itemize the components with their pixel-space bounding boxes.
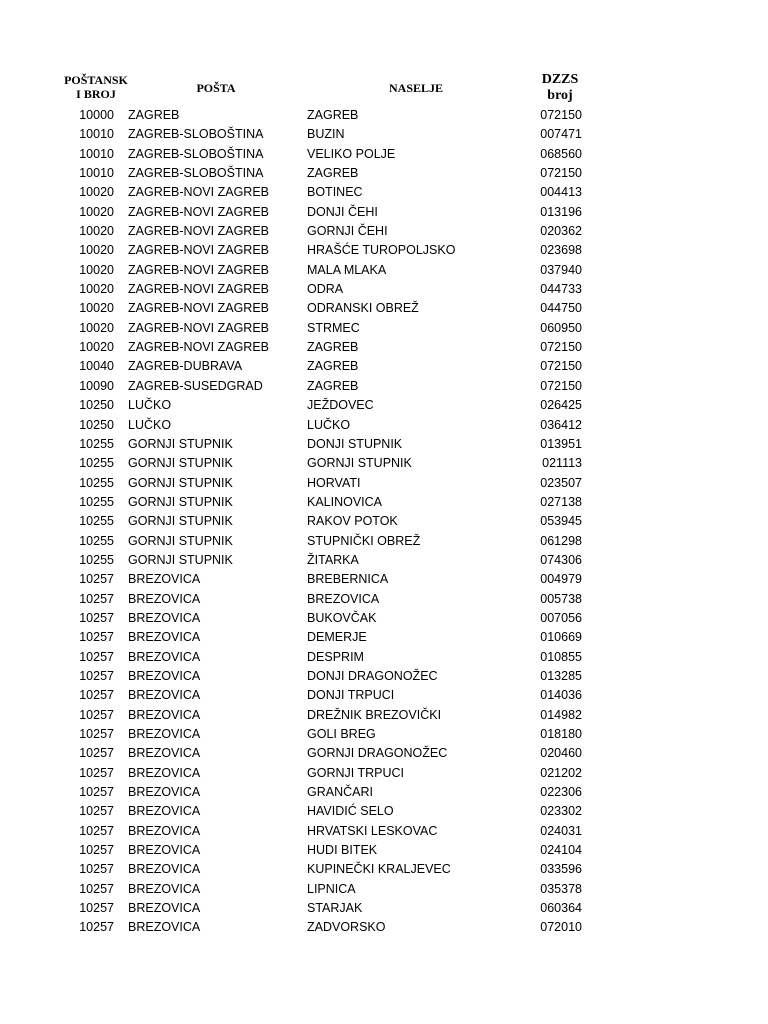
settlement-cell: GORNJI STUPNIK — [307, 456, 412, 471]
settlement-cell: ODRA — [307, 282, 344, 297]
dzzs-number-cell: 004413 — [540, 185, 582, 200]
post-office-cell: ZAGREB-SLOBOŠTINA — [128, 127, 264, 142]
table-row — [0, 474, 768, 493]
post-office-cell: BREZOVICA — [128, 901, 201, 916]
header-postal-line1: POŠTANSK — [64, 73, 128, 87]
settlement-cell: BREZOVICA — [307, 591, 380, 606]
dzzs-number-cell: 020460 — [540, 746, 582, 761]
table-row — [0, 280, 768, 299]
table-row — [0, 512, 768, 531]
dzzs-number-cell: 013951 — [540, 436, 582, 451]
settlement-cell: GORNJI ČEHI — [307, 224, 388, 239]
table-row — [0, 183, 768, 202]
table-row — [0, 164, 768, 183]
table-row — [0, 744, 768, 763]
settlement-cell: ŽITARKA — [307, 552, 359, 567]
post-office-cell: GORNJI STUPNIK — [128, 494, 233, 509]
post-office-cell: BREZOVICA — [128, 785, 201, 800]
post-office-cell: BREZOVICA — [128, 823, 201, 838]
postal-code-cell: 10040 — [79, 359, 114, 374]
postal-code-cell: 10020 — [79, 185, 114, 200]
post-office-cell: GORNJI STUPNIK — [128, 514, 233, 529]
settlement-cell: BOTINEC — [307, 185, 363, 200]
settlement-cell: ZAGREB — [307, 340, 359, 355]
post-office-cell: LUČKO — [128, 398, 172, 413]
post-office-cell: ZAGREB-NOVI ZAGREB — [128, 282, 269, 297]
dzzs-number-cell: 010855 — [540, 649, 582, 664]
postal-code-cell: 10257 — [79, 668, 114, 683]
postal-code-cell: 10257 — [79, 746, 114, 761]
header-postal-number — [58, 73, 134, 101]
dzzs-number-cell: 013285 — [540, 668, 582, 683]
dzzs-number-cell: 026425 — [540, 398, 582, 413]
post-office-cell: BREZOVICA — [128, 843, 201, 858]
post-office-cell: ZAGREB-NOVI ZAGREB — [128, 340, 269, 355]
postal-code-cell: 10010 — [79, 127, 114, 142]
settlement-cell: DONJI DRAGONOŽEC — [307, 668, 438, 683]
settlement-cell: HAVIDIĆ SELO — [307, 804, 394, 819]
post-office-cell: ZAGREB-NOVI ZAGREB — [128, 262, 269, 277]
postal-code-cell: 10257 — [79, 785, 114, 800]
table-row — [0, 125, 768, 144]
table-row — [0, 880, 768, 899]
postal-code-cell: 10020 — [79, 243, 114, 258]
post-office-cell: GORNJI STUPNIK — [128, 475, 233, 490]
postal-code-cell: 10020 — [79, 282, 114, 297]
dzzs-number-cell: 036412 — [540, 417, 582, 432]
post-office-cell: BREZOVICA — [128, 862, 201, 877]
table-row — [0, 299, 768, 318]
postal-code-cell: 10257 — [79, 901, 114, 916]
table-row — [0, 667, 768, 686]
settlement-cell: KUPINEČKI KRALJEVEC — [307, 862, 451, 877]
postal-code-cell: 10257 — [79, 843, 114, 858]
post-office-cell: BREZOVICA — [128, 881, 201, 896]
postal-code-cell: 10257 — [79, 862, 114, 877]
table-row — [0, 532, 768, 551]
post-office-cell: ZAGREB-NOVI ZAGREB — [128, 185, 269, 200]
table-row — [0, 628, 768, 647]
dzzs-number-cell: 035378 — [540, 881, 582, 896]
post-office-cell: ZAGREB-DUBRAVA — [128, 359, 243, 374]
dzzs-number-cell: 072150 — [540, 166, 582, 181]
table-row — [0, 918, 768, 937]
post-office-cell: BREZOVICA — [128, 649, 201, 664]
header-dzzs-line1: DZZS — [541, 72, 579, 87]
postal-code-cell: 10255 — [79, 552, 114, 567]
postal-code-cell: 10020 — [79, 301, 114, 316]
post-office-cell: ZAGREB-NOVI ZAGREB — [128, 301, 269, 316]
table-row — [0, 686, 768, 705]
post-office-cell: BREZOVICA — [128, 572, 201, 587]
post-office-cell: BREZOVICA — [128, 630, 201, 645]
dzzs-number-cell: 060364 — [540, 901, 582, 916]
dzzs-number-cell: 072010 — [540, 920, 582, 935]
post-office-cell: ZAGREB-SLOBOŠTINA — [128, 146, 264, 161]
table-row — [0, 706, 768, 725]
settlement-cell: ZADVORSKO — [307, 920, 386, 935]
postal-code-cell: 10255 — [79, 436, 114, 451]
postal-code-cell: 10255 — [79, 475, 114, 490]
header-naselje: NASELJE — [388, 81, 444, 95]
table-body — [0, 106, 768, 938]
table-row — [0, 377, 768, 396]
post-office-cell: GORNJI STUPNIK — [128, 456, 233, 471]
table-row — [0, 241, 768, 260]
dzzs-number-cell: 021113 — [542, 456, 582, 471]
post-office-cell: GORNJI STUPNIK — [128, 552, 233, 567]
dzzs-number-cell: 072150 — [540, 378, 582, 393]
dzzs-number-cell: 044750 — [540, 301, 582, 316]
table-row — [0, 396, 768, 415]
post-office-cell: BREZOVICA — [128, 707, 201, 722]
dzzs-number-cell: 060950 — [540, 320, 582, 335]
settlement-cell: GRANČARI — [307, 785, 373, 800]
post-office-cell: ZAGREB-NOVI ZAGREB — [128, 224, 269, 239]
settlement-cell: VELIKO POLJE — [307, 146, 396, 161]
post-office-cell: BREZOVICA — [128, 688, 201, 703]
settlement-cell: STRMEC — [307, 320, 360, 335]
dzzs-number-cell: 021202 — [540, 765, 582, 780]
table-row — [0, 145, 768, 164]
postal-code-cell: 10020 — [79, 340, 114, 355]
header-dzzs-number — [520, 72, 600, 104]
header-dzzs-line2: broj — [547, 88, 573, 103]
post-office-cell: ZAGREB — [128, 108, 180, 122]
dzzs-number-cell: 024031 — [540, 823, 582, 838]
table-row — [0, 435, 768, 454]
settlement-cell: ZAGREB — [307, 108, 359, 122]
dzzs-number-cell: 072150 — [540, 108, 582, 122]
settlement-cell: BREBERNICA — [307, 572, 389, 587]
settlement-cell: HUDI BITEK — [307, 843, 378, 858]
dzzs-number-cell: 023507 — [540, 475, 582, 490]
settlement-cell: ODRANSKI OBREŽ — [307, 301, 419, 316]
postal-code-cell: 10257 — [79, 572, 114, 587]
dzzs-number-cell: 005738 — [540, 591, 582, 606]
settlement-cell: STARJAK — [307, 901, 363, 916]
settlement-cell: BUZIN — [307, 127, 345, 142]
dzzs-number-cell: 010669 — [540, 630, 582, 645]
dzzs-number-cell: 061298 — [540, 533, 582, 548]
table-row — [0, 899, 768, 918]
settlement-cell: DEMERJE — [307, 630, 367, 645]
postal-code-cell: 10257 — [79, 630, 114, 645]
settlement-cell: MALA MLAKA — [307, 262, 387, 277]
postal-code-cell: 10010 — [79, 146, 114, 161]
postal-code-cell: 10257 — [79, 804, 114, 819]
post-office-cell: BREZOVICA — [128, 668, 201, 683]
table-row — [0, 764, 768, 783]
postal-code-cell: 10020 — [79, 262, 114, 277]
table-row — [0, 551, 768, 570]
postal-code-cell: 10257 — [79, 727, 114, 741]
table-row — [0, 648, 768, 667]
settlement-cell: HORVATI — [307, 475, 361, 490]
dzzs-number-cell: 018180 — [540, 727, 582, 741]
postal-code-cell: 10257 — [79, 881, 114, 896]
table-row — [0, 802, 768, 821]
settlement-cell: GOLI BREG — [307, 727, 376, 741]
post-office-cell: GORNJI STUPNIK — [128, 533, 233, 548]
postal-code-cell: 10020 — [79, 320, 114, 335]
dzzs-number-cell: 044733 — [540, 282, 582, 297]
table-row — [0, 222, 768, 241]
settlement-cell: STUPNIČKI OBREŽ — [307, 533, 421, 548]
dzzs-number-cell: 020362 — [540, 224, 582, 239]
post-office-cell: ZAGREB-NOVI ZAGREB — [128, 320, 269, 335]
postal-code-cell: 10255 — [79, 514, 114, 529]
table-row — [0, 822, 768, 841]
dzzs-number-cell: 007471 — [540, 127, 582, 142]
dzzs-number-cell: 074306 — [540, 552, 582, 567]
postal-code-cell: 10255 — [79, 533, 114, 548]
settlement-cell: ZAGREB — [307, 378, 359, 393]
settlement-cell: HRVATSKI LESKOVAC — [307, 823, 438, 838]
postal-code-cell: 10257 — [79, 765, 114, 780]
table-row — [0, 725, 768, 744]
post-office-cell: BREZOVICA — [128, 727, 201, 741]
table-row — [0, 319, 768, 338]
dzzs-number-cell: 004979 — [540, 572, 582, 587]
postal-code-cell: 10020 — [79, 224, 114, 239]
post-office-cell: LUČKO — [128, 417, 172, 432]
postal-code-cell: 10255 — [79, 456, 114, 471]
dzzs-number-cell: 014036 — [540, 688, 582, 703]
table-row — [0, 570, 768, 589]
settlement-cell: BUKOVČAK — [307, 610, 377, 625]
dzzs-number-cell: 072150 — [540, 340, 582, 355]
post-office-cell: BREZOVICA — [128, 804, 201, 819]
postal-code-cell: 10255 — [79, 494, 114, 509]
table-row — [0, 590, 768, 609]
post-office-cell: ZAGREB-NOVI ZAGREB — [128, 243, 269, 258]
header-posta: POŠTA — [196, 81, 236, 95]
postal-code-cell: 10257 — [79, 920, 114, 935]
postal-code-cell: 10257 — [79, 823, 114, 838]
dzzs-number-cell: 023302 — [540, 804, 582, 819]
postal-code-cell: 10257 — [79, 649, 114, 664]
post-office-cell: ZAGREB-SUSEDGRAD — [128, 378, 263, 393]
postal-code-cell: 10257 — [79, 591, 114, 606]
table-row — [0, 454, 768, 473]
dzzs-number-cell: 024104 — [540, 843, 582, 858]
post-office-cell: GORNJI STUPNIK — [128, 436, 233, 451]
postal-code-cell: 10090 — [79, 378, 114, 393]
dzzs-number-cell: 023698 — [540, 243, 582, 258]
settlement-cell: ZAGREB — [307, 166, 359, 181]
header-postal-line2: I BROJ — [76, 87, 116, 101]
post-office-cell: BREZOVICA — [128, 610, 201, 625]
postal-code-cell: 10257 — [79, 688, 114, 703]
settlement-cell: RAKOV POTOK — [307, 514, 398, 529]
settlement-cell: DESPRIM — [307, 649, 364, 664]
dzzs-number-cell: 022306 — [540, 785, 582, 800]
table-row — [0, 261, 768, 280]
settlement-cell: GORNJI TRPUCI — [307, 765, 404, 780]
dzzs-number-cell: 037940 — [540, 262, 582, 277]
dzzs-number-cell: 072150 — [540, 359, 582, 374]
table-row — [0, 609, 768, 628]
dzzs-number-cell: 013196 — [540, 204, 582, 219]
post-office-cell: BREZOVICA — [128, 920, 201, 935]
settlement-cell: DONJI TRPUCI — [307, 688, 395, 703]
settlement-cell: JEŽDOVEC — [307, 398, 374, 413]
settlement-cell: GORNJI DRAGONOŽEC — [307, 746, 448, 761]
post-office-cell: ZAGREB-NOVI ZAGREB — [128, 204, 269, 219]
postal-code-cell: 10010 — [79, 166, 114, 181]
post-office-cell: BREZOVICA — [128, 746, 201, 761]
settlement-cell: DONJI STUPNIK — [307, 436, 403, 451]
post-office-cell: BREZOVICA — [128, 765, 201, 780]
postal-code-cell: 10257 — [79, 610, 114, 625]
table-row — [0, 357, 768, 376]
postal-code-cell: 10020 — [79, 204, 114, 219]
settlement-cell: ZAGREB — [307, 359, 359, 374]
postal-code-cell: 10000 — [79, 108, 114, 122]
table-row — [0, 203, 768, 222]
settlement-cell: KALINOVICA — [307, 494, 383, 509]
post-office-cell: ZAGREB-SLOBOŠTINA — [128, 166, 264, 181]
settlement-cell: HRAŠĆE TUROPOLJSKO — [307, 243, 456, 258]
settlement-cell: DONJI ČEHI — [307, 204, 378, 219]
dzzs-number-cell: 027138 — [540, 494, 582, 509]
dzzs-number-cell: 033596 — [540, 862, 582, 877]
dzzs-number-cell: 007056 — [540, 610, 582, 625]
settlement-cell: LIPNICA — [307, 881, 356, 896]
postal-code-cell: 10257 — [79, 707, 114, 722]
postal-code-cell: 10250 — [79, 417, 114, 432]
table-row — [0, 106, 768, 125]
postal-code-cell: 10250 — [79, 398, 114, 413]
settlement-cell: DREŽNIK BREZOVIČKI — [307, 707, 442, 722]
table-row — [0, 416, 768, 435]
dzzs-number-cell: 068560 — [540, 146, 582, 161]
dzzs-number-cell: 014982 — [540, 707, 582, 722]
table-row — [0, 860, 768, 879]
table-row — [0, 338, 768, 357]
settlement-cell: LUČKO — [307, 417, 351, 432]
table-row — [0, 783, 768, 802]
table-row — [0, 493, 768, 512]
post-office-cell: BREZOVICA — [128, 591, 201, 606]
table-row — [0, 841, 768, 860]
dzzs-number-cell: 053945 — [540, 514, 582, 529]
